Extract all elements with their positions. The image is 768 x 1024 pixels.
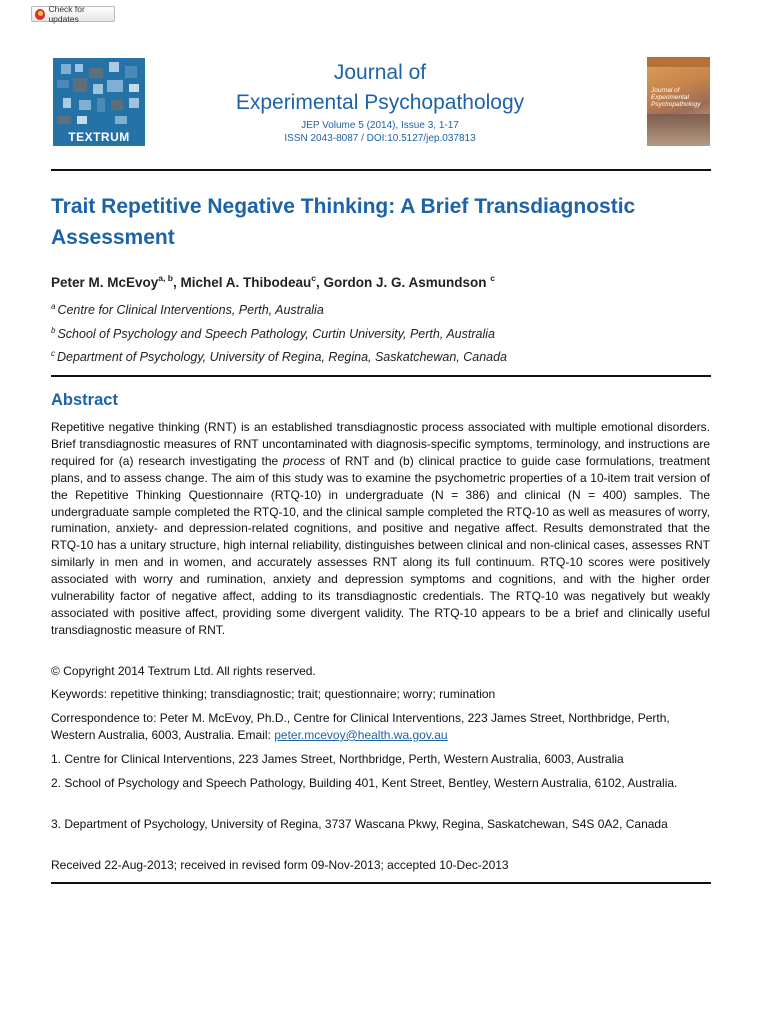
crossmark-icon	[35, 9, 45, 20]
logo-wordmark: TEXTRUM	[68, 130, 130, 144]
received-dates: Received 22-Aug-2013; received in revised form 09-Nov-2013; accepted 10-Dec-2013	[51, 858, 509, 872]
abstract-text	[51, 419, 710, 639]
author-name: Peter M. McEvoy	[51, 275, 159, 290]
copyright-notice: © Copyright 2014 Textrum Ltd. All rights reserved.	[51, 664, 316, 678]
affiliation-a	[51, 302, 711, 317]
affiliation-b	[51, 326, 711, 341]
address-2: 2. School of Psychology and Speech Pathology, Building 401, Kent Street, Bentley, Western Australia, 6102, Australia.	[51, 776, 678, 790]
abstract-emphasis: process	[283, 453, 326, 468]
email-link[interactable]: peter.mcevoy@health.wa.gov.au	[274, 727, 448, 742]
address-3: 3. Department of Psychology, University of Regina, 3737 Wascana Pkwy, Regina, Saskatchewan, S4S 0A2, Canada	[51, 817, 668, 831]
author	[180, 275, 323, 290]
author-separator: ,	[315, 275, 324, 290]
textrum-logo	[53, 58, 145, 146]
author-separator: ,	[172, 275, 181, 290]
journal-title-line2: Experimental Psychopathology	[235, 91, 525, 114]
paper-title: Trait Repetitive Negative Thinking: A Brief Transdiagnostic Assessment	[51, 195, 636, 249]
journal-volume-info: JEP Volume 5 (2014), Issue 3, 1-17	[301, 120, 459, 131]
cover-photo	[647, 114, 710, 146]
affiliation-text: School of Psychology and Speech Pathology, Curtin University, Perth, Australia	[57, 327, 495, 341]
author-affiliation-mark: c	[490, 273, 495, 283]
journal-cover-image	[647, 57, 710, 146]
address-1: 1. Centre for Clinical Interventions, 223 James Street, Northbridge, Perth, Western Australia, 6003, Australia	[51, 752, 624, 766]
author	[323, 275, 495, 290]
abstract-text-part: Repetitive negative thinking (RNT) is an established transdiagnostic process associated with multiple emotional disorders. Brief transdiagnostic measures of RNT uncontaminated with diagnosis-specific symptoms, terminology, and instructions are required for (a) research investigating the	[51, 420, 710, 468]
affiliation-mark: c	[51, 349, 55, 358]
keywords: Keywords: repetitive thinking; transdiagnostic; trait; questionnaire; worry; rumination	[51, 687, 496, 701]
journal-title-line1: Journal of	[333, 61, 427, 84]
author-list	[51, 273, 711, 290]
author	[51, 275, 180, 290]
footer-divider	[51, 882, 711, 884]
journal-issn-doi: ISSN 2043-8087 / DOI:10.5127/jep.037813	[284, 133, 476, 144]
check-for-updates-button[interactable]	[31, 6, 115, 22]
author-affiliation-mark: a, b	[158, 273, 173, 283]
correspondence	[51, 710, 710, 744]
affiliation-text: Centre for Clinical Interventions, Perth, Australia	[57, 303, 324, 317]
affiliation-c	[51, 349, 711, 364]
journal-meta	[170, 119, 590, 145]
affiliation-mark: a	[51, 302, 56, 311]
journal-title	[170, 58, 590, 118]
check-for-updates-label: Check for updates	[48, 4, 85, 24]
author-name: Gordon J. G. Asmundson	[323, 275, 491, 290]
affiliation-divider	[51, 375, 711, 377]
cover-strip	[647, 57, 710, 67]
correspondence-text: Correspondence to: Peter M. McEvoy, Ph.D., Centre for Clinical Interventions, 223 James Street, Northbridge, Perth, Western Australia, 6003, Australia. Email:	[51, 711, 670, 742]
affiliation-mark: b	[51, 326, 56, 335]
abstract-text-part: of RNT and (b) clinical practice to guide case formulations, treatment plans, and to assess change. The aim of this study was to examine the psychometric properties of a 10-item trait version of the Repetitive Thinking Questionnaire (RTQ-10) in undergraduate (N = 386) and clinical (N = 400) samples. The undergraduate sample completed the RTQ-10, and the clinical sample completed the RTQ-10 as well as measures of worry, rumination, anxiety- and depression-related cognitions, and positive and negative affect. Results demonstrated that the RTQ-10 has a unitary structure, high internal reliability, distinguishes between clinical and non-clinical cases, assesses RNT similarly in men and in women, and accurately assesses RNT along its full continuum. RTQ-10 scores were positively associated with worry and rumination, anxiety and depression symptoms and cognitions, and with the higher order vulnerability factor of negative affect, adding to its transdiagnostic credentials. The RTQ-10 was negatively but weakly associated with positive affect, providing some divergent validity. The RTQ-10 appears to be a brief and clinically useful transdiagnostic measure of RNT.	[51, 453, 710, 637]
abstract-heading: Abstract	[51, 391, 118, 409]
cover-title: Journal of Experimental Psychopathology	[651, 87, 701, 108]
author-affiliation-mark: c	[311, 273, 316, 283]
affiliation-text: Department of Psychology, University of Regina, Regina, Saskatchewan, Canada	[57, 350, 508, 364]
header-divider	[51, 169, 711, 171]
author-name: Michel A. Thibodeau	[180, 275, 312, 290]
